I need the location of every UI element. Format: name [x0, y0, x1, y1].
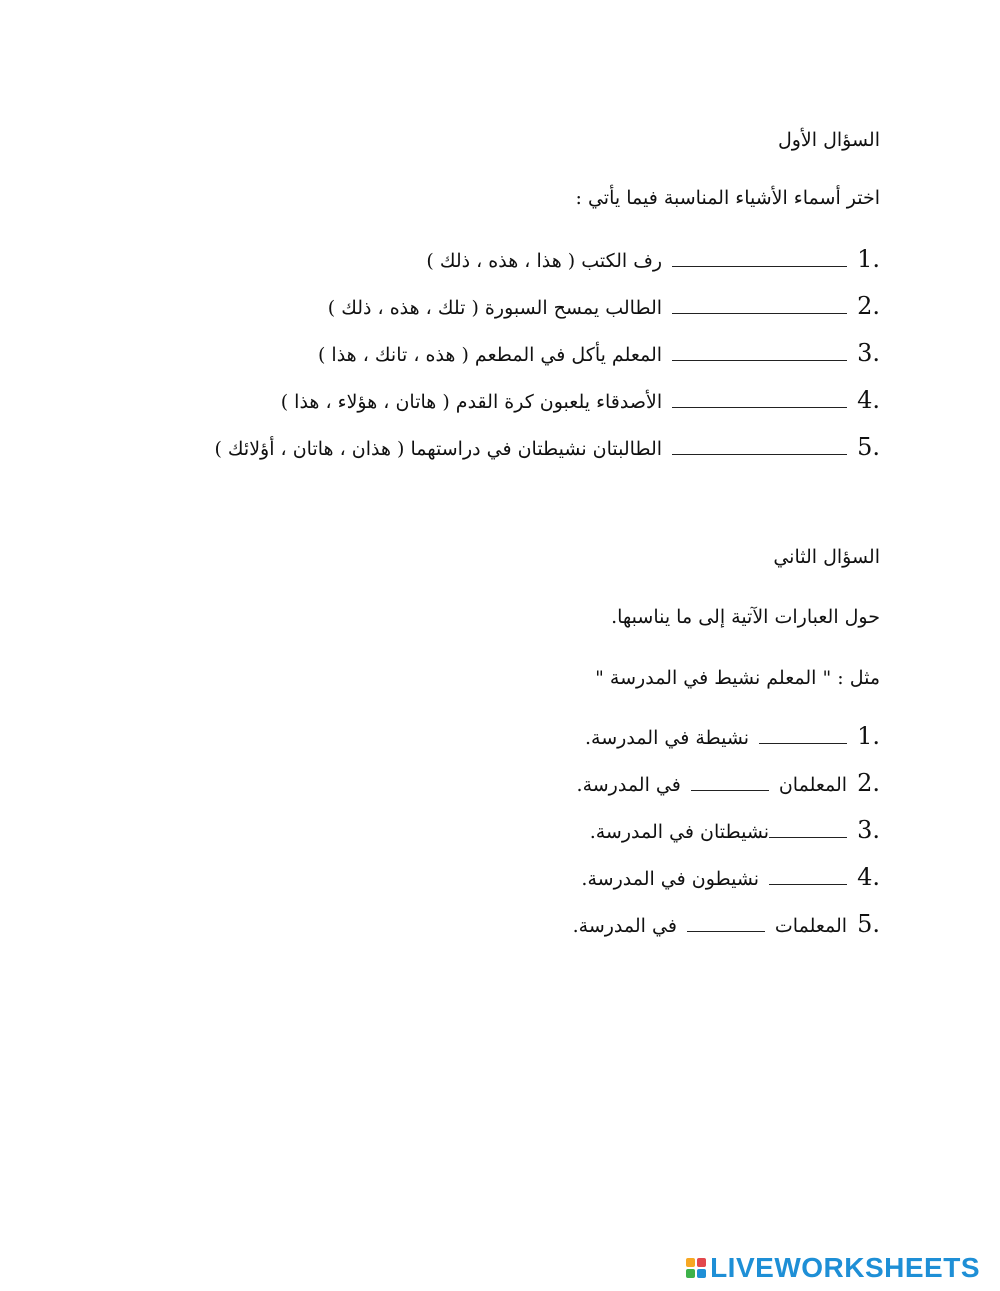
item-text-before: المعلمان — [778, 774, 848, 796]
q1-list-item — [318, 338, 880, 370]
item-number: 1. — [857, 722, 880, 750]
item-number: 1. — [857, 245, 880, 273]
logo-tile — [686, 1258, 695, 1267]
item-text: الأصدقاء يلعبون كرة القدم ( هاتان ، هؤلاء ، هذا ) — [280, 391, 663, 413]
item-text-after: نشيطتان في المدرسة. — [589, 821, 770, 843]
question-2-title: السؤال الثاني — [773, 546, 880, 568]
answer-blank[interactable] — [769, 823, 847, 838]
q1-list-item — [214, 432, 880, 464]
item-text-after: في المدرسة. — [576, 774, 681, 796]
answer-blank[interactable] — [672, 346, 847, 361]
question-1-instruction: اختر أسماء الأشياء المناسبة فيما يأتي : — [575, 187, 880, 209]
item-text: المعلم يأكل في المطعم ( هذه ، تانك ، هذا ) — [317, 344, 663, 366]
item-number: 4. — [857, 863, 880, 891]
item-number: 3. — [857, 816, 880, 844]
question-1-title: السؤال الأول — [777, 129, 880, 151]
answer-blank[interactable] — [769, 870, 847, 885]
item-text-before: المعلمات — [774, 915, 848, 937]
item-number: 5. — [857, 433, 880, 461]
q2-list-item — [585, 721, 880, 753]
q2-list-item — [590, 815, 880, 847]
q1-list-item — [281, 385, 880, 417]
item-text: الطالبتان نشيطتان في دراستهما ( هذان ، هاتان ، أؤلائك ) — [214, 438, 663, 460]
answer-blank[interactable] — [672, 440, 847, 455]
logo-text: LIVEWORKSHEETS — [710, 1252, 980, 1283]
logo-tiles-icon — [686, 1258, 706, 1278]
answer-blank[interactable] — [691, 776, 769, 791]
q2-list-item — [577, 768, 880, 800]
q2-list-item — [581, 862, 880, 894]
answer-blank[interactable] — [672, 252, 847, 267]
liveworksheets-logo — [686, 1252, 980, 1284]
item-number: 2. — [857, 769, 880, 797]
q2-list-item — [573, 909, 880, 941]
logo-tile — [686, 1269, 695, 1278]
question-2-example: مثل : " المعلم نشيط في المدرسة " — [595, 667, 880, 689]
item-text: رف الكتب ( هذا ، هذه ، ذلك ) — [426, 250, 663, 272]
item-number: 2. — [857, 292, 880, 320]
answer-blank[interactable] — [672, 299, 847, 314]
item-number: 5. — [857, 910, 880, 938]
item-text-after: في المدرسة. — [572, 915, 677, 937]
question-2-instruction: حول العبارات الآتية إلى ما يناسبها. — [611, 606, 880, 628]
q1-list-item — [426, 244, 880, 276]
item-number: 4. — [857, 386, 880, 414]
answer-blank[interactable] — [687, 917, 765, 932]
logo-tile — [697, 1258, 706, 1267]
q1-list-item — [328, 291, 880, 323]
answer-blank[interactable] — [759, 729, 847, 744]
item-text-after: نشيطون في المدرسة. — [581, 868, 760, 890]
answer-blank[interactable] — [672, 393, 847, 408]
item-text-after: نشيطة في المدرسة. — [585, 727, 750, 749]
item-number: 3. — [857, 339, 880, 367]
logo-tile — [697, 1269, 706, 1278]
item-text: الطالب يمسح السبورة ( تلك ، هذه ، ذلك ) — [327, 297, 663, 319]
